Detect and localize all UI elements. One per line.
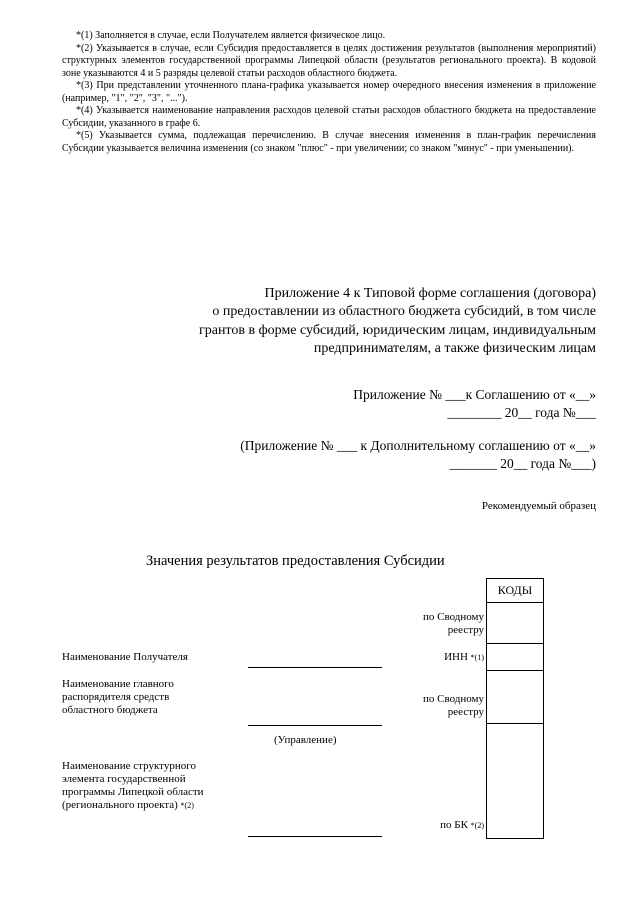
recipient-field[interactable] (248, 667, 382, 668)
appendix-number (236, 386, 596, 422)
inn-footnote-ref: *(1) (470, 653, 484, 662)
appendix-line-1: Приложение 4 к Типовой форме соглашения (договора) (264, 286, 596, 301)
appendix-number-line-2: ________ 20__ года №___ (447, 405, 596, 420)
structural-element-label (62, 760, 222, 812)
footnote-3: *(3) При представлении уточненного плана-графика указывается номер очередного внесения изменения в приложение (например, "1", "2", "3", "..."). (62, 80, 596, 104)
bk-footnote-ref: *(2) (470, 821, 484, 830)
footnotes (62, 30, 596, 155)
footnote-5: *(5) Указывается сумма, подлежащая перечислению. В случае внесения изменения в план-график перечисления Субсидии указывается величина изменения (со знаком "плюс" - при увеличении; со знаком "минус" - при уменьшении). (62, 130, 596, 154)
appendix-additional-line-1: (Приложение № ___ к Дополнительному соглашению от «__» (240, 438, 596, 453)
footnote-1: *(1) Заполняется в случае, если Получателем является физическое лицо. (76, 30, 386, 41)
bk-label (394, 819, 484, 832)
appendix-line-2: о предоставлении из областного бюджета субсидий, в том числе (212, 304, 596, 320)
footnote-2: *(2) Указывается в случае, если Субсидия предоставляется в целях достижения результатов (выполнения мероприятий) структурных элементов государственной программы Липецкой области (результатов регионального проекта). В кодовой зоне указываются 4 и 5 разряды целевой статьи расходов областного бюджета. (62, 42, 596, 79)
appendix-number-line-1: Приложение № ___к Соглашению от «__» (353, 387, 596, 402)
inn-label (394, 651, 484, 664)
department-caption: (Управление) (274, 734, 337, 746)
appendix-line-4: предпринимателям, а также физическим лицам (313, 341, 596, 357)
codes-header: КОДЫ (486, 578, 544, 603)
bk-label-text: по БК (440, 819, 468, 831)
structural-element-label-text: Наименование структурного элемента государственной программы Липецкой области (регионального проекта) (62, 760, 204, 811)
structural-element-field[interactable] (248, 836, 382, 837)
footnote-4: *(4) Указывается наименование направления расходов целевой статьи расходов областного бюджета на предоставление Субсидии, указанного в графе 6. (62, 105, 596, 129)
code-cell-inn[interactable] (486, 643, 544, 671)
code-cell-bk[interactable] (486, 723, 544, 839)
grbs-field[interactable] (248, 725, 382, 726)
code-cell-svod-reestr-2[interactable] (486, 670, 544, 724)
form-title: Значения результатов предоставления Субсидии (146, 553, 445, 569)
appendix-additional-line-2: _______ 20__ года №___) (449, 456, 596, 471)
sample-label: Рекомендуемый образец (481, 500, 596, 512)
svod-reestr-label-2: по Сводному реестру (422, 693, 484, 718)
inn-label-text: ИНН (444, 651, 468, 663)
structural-footnote-ref: *(2) (180, 801, 194, 810)
recipient-label: Наименование Получателя (62, 651, 188, 663)
svod-reestr-label-1: по Сводному реестру (422, 611, 484, 636)
grbs-label: Наименование главного распорядителя средств областного бюджета (62, 678, 174, 716)
appendix-header (136, 285, 596, 359)
code-cell-svod-reestr-1[interactable] (486, 602, 544, 644)
appendix-line-3: грантов в форме субсидий, юридическим лицам, индивидуальным (198, 322, 596, 338)
appendix-additional (156, 437, 596, 473)
